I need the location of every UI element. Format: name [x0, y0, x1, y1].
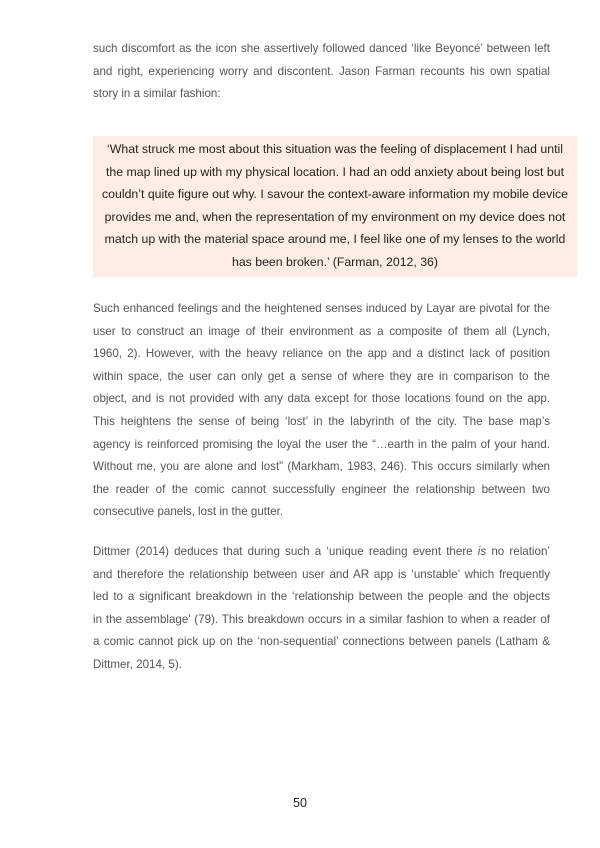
emphasis-text: is [477, 545, 487, 558]
quote-line: provides me and, when the representation of my environment on my device does not [104, 209, 566, 224]
text-line: led to a significant breakdown in the ‘relationship between the people and the objects [93, 590, 550, 604]
text-segment: no relation’ [486, 545, 550, 558]
text-line: user to construct an image of their environment as a composite of them all (Lynch, [93, 324, 550, 338]
text-line: in the assemblage’ (79). This breakdown occurs in a similar fashion to when a reader of [93, 612, 550, 626]
text-line: Dittmer, 2014, 5). [93, 657, 182, 671]
text-line: and therefore the relationship between user and AR app is ‘unstable’ which frequently [93, 567, 550, 581]
text-line: consecutive panels, lost in the gutter. [93, 505, 284, 519]
text-line: Such enhanced feelings and the heightened senses induced by Layar are pivotal for the [93, 302, 550, 315]
text-line: 1960, 2). However, with the heavy reliance on the app and a distinct lack of position [93, 347, 550, 361]
text-segment: Dittmer (2014) deduces that during such a ‘unique reading event there [93, 545, 478, 558]
block-quote [93, 136, 577, 277]
quote-line: couldn’t quite figure out why. I savour the context-aware information my mobile device [102, 187, 568, 201]
text-line: and right, experiencing worry and discontent. Jason Farman recounts his own spatial [93, 64, 550, 78]
text-line: story in a similar fashion: [93, 87, 221, 101]
text-line: within space, the user can only get a sense of where they are in comparison to the [93, 369, 550, 383]
text-line: object, and is not provided with any data except for those locations found on the app. [93, 392, 550, 406]
text-line: the reader of the comic cannot successfully engineer the relationship between two [93, 482, 550, 496]
text-line [93, 541, 550, 564]
text-line: This heightens the sense of being ‘lost’ in the labyrinth of the city. The base map’s [93, 414, 550, 428]
text-line: agency is reinforced promising the loyal the user the “…earth in the palm of your hand. [93, 437, 550, 451]
text-line: such discomfort as the icon she assertively followed danced ‘like Beyoncé’ between left [93, 42, 550, 55]
paragraph-2 [93, 298, 550, 524]
text-line: Without me, you are alone and lost” (Markham, 1983, 246). This occurs similarly when [93, 460, 550, 474]
quote-line: has been broken.’ (Farman, 2012, 36) [232, 254, 438, 269]
paragraph-3 [93, 541, 550, 677]
text-line: a comic cannot pick up on the ‘non-sequential’ connections between panels (Latham & [93, 635, 550, 649]
page-number: 50 [293, 796, 307, 810]
quote-line: the map lined up with my physical location. I had an odd anxiety about being lost but [105, 164, 564, 179]
paragraph-1 [93, 38, 550, 106]
quote-line: ‘What struck me most about this situation was the feeling of displacement I had until [107, 142, 563, 156]
quote-line: match up with the material space around me, I feel like one of my lenses to the world [104, 232, 566, 246]
